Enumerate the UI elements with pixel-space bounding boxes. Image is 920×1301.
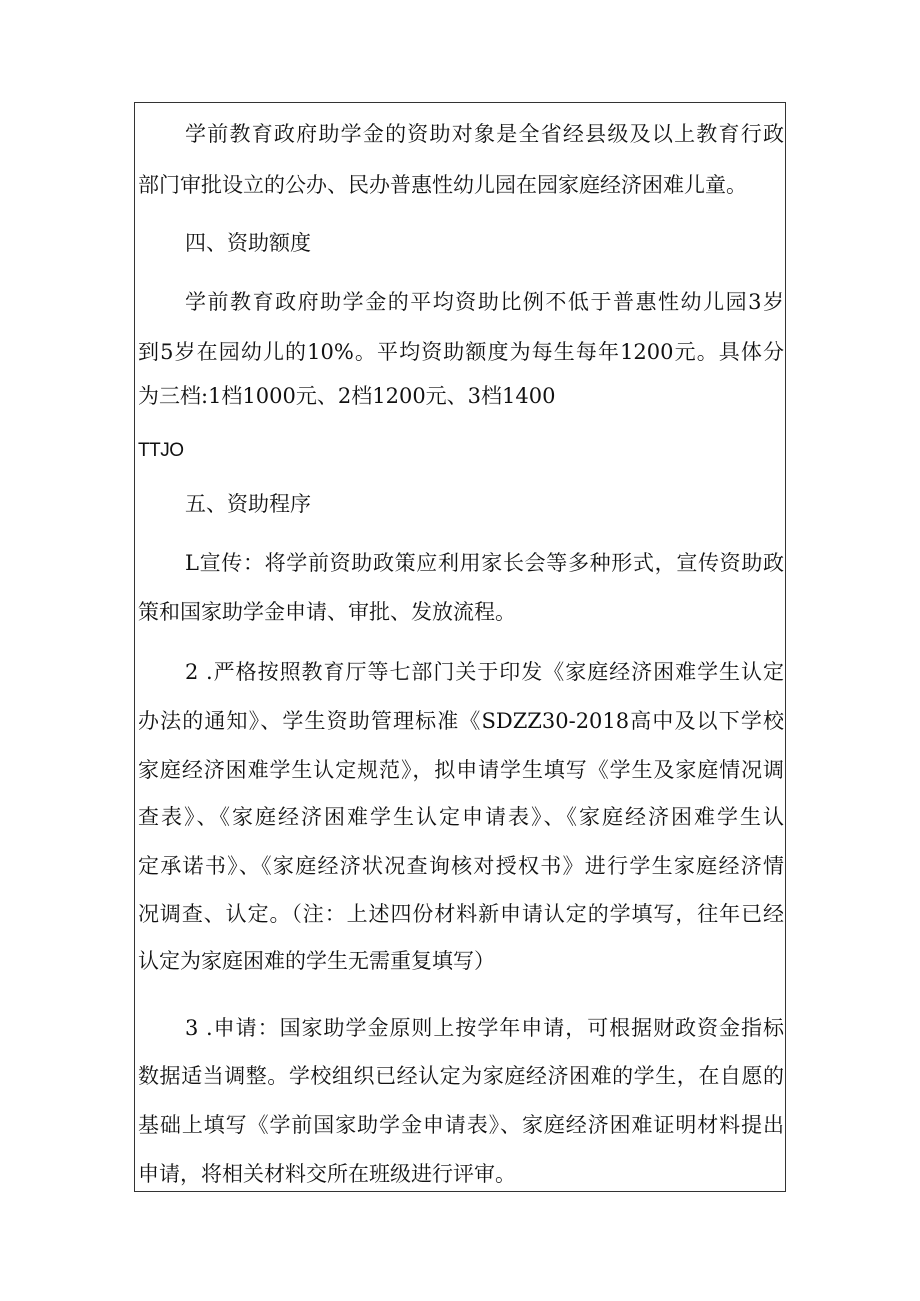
section-heading: 四、资助额度 [185,231,311,255]
section-heading: 五、资助程序 [185,492,311,516]
paragraph-line: 况调查、认定。（注：上述四份材料新申请认定的学填写，往年已经 [138,902,784,926]
garbled-text: TTJO [138,440,184,461]
paragraph-line: 基础上填写《学前国家助学金申请表》、家庭经济困难证明材料提出 [138,1113,784,1137]
paragraph-line: 办法的通知》、学生资助管理标准《SDZZ30-2018高中及以下学校 [138,709,784,733]
paragraph-line: 学前教育政府助学金的资助对象是全省经县级及以上教育行政 [185,122,784,146]
paragraph-line: 定承诺书》、《家庭经济状况查询核对授权书》进行学生家庭经济情 [138,854,784,878]
paragraph-line: 学前教育政府助学金的平均资助比例不低于普惠性幼儿园3岁 [185,290,784,314]
paragraph-line: 到5岁在园幼儿的10%。平均资助额度为每生每年1200元。具体分 [138,340,784,364]
paragraph-line: 申请，将相关材料交所在班级进行评审。 [138,1162,516,1186]
paragraph-line: 3 .申请：国家助学金原则上按学年申请，可根据财政资金指标 [185,1016,784,1040]
paragraph-line: 为三档:1档1000元、2档1200元、3档1400 [138,384,556,408]
paragraph-line: 2 .严格按照教育厅等七部门关于印发《家庭经济困难学生认定 [185,660,784,684]
paragraph-line: 认定为家庭困难的学生无需重复填写） [138,949,495,973]
paragraph-line: L宣传：将学前资助政策应利用家长会等多种形式，宣传资助政 [185,551,784,575]
paragraph-line: 家庭经济困难学生认定规范》，拟申请学生填写《学生及家庭情况调 [138,758,784,782]
paragraph-line: 查表》、《家庭经济困难学生认定申请表》、《家庭经济困难学生认 [138,805,784,829]
paragraph-line: 部门审批设立的公办、民办普惠性幼儿园在园家庭经济困难儿童。 [138,173,747,197]
paragraph-line: 数据适当调整。学校组织已经认定为家庭经济困难的学生，在自愿的 [138,1064,784,1088]
paragraph-line: 策和国家助学金申请、审批、发放流程。 [138,600,516,624]
